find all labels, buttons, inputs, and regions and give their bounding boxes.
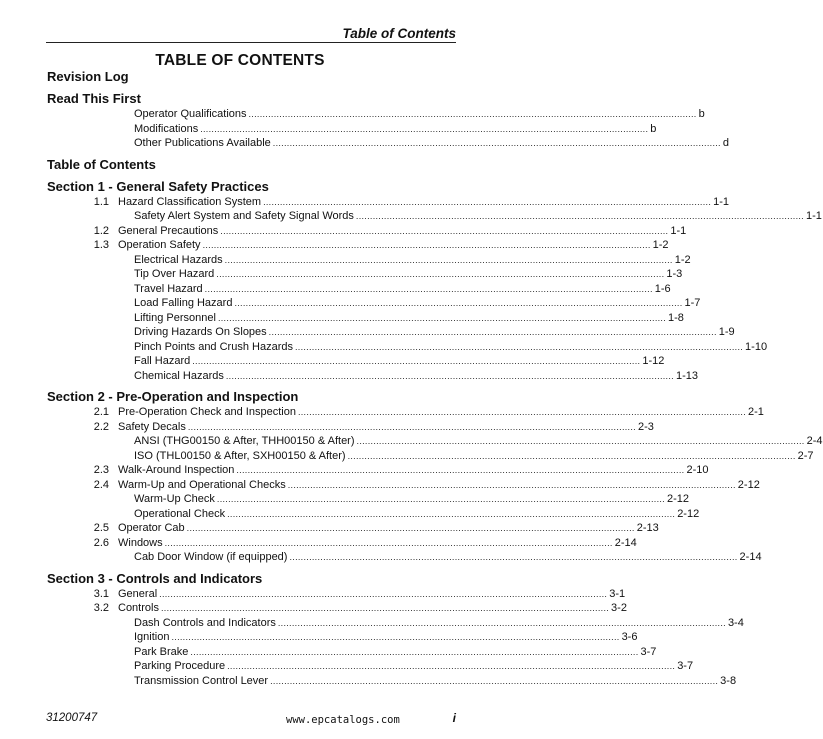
dot-leader: ................................................................................................................................................................: [217, 312, 667, 323]
entry-page: 1-2: [674, 253, 691, 266]
entry-title: ANSI (THG00150 & After, THH00150 & After): [134, 435, 355, 447]
dot-leader: ................................................................................................................................................................: [236, 465, 685, 475]
dot-leader: ................................................................................................................................................................: [248, 109, 697, 119]
entry-number: 2.2: [93, 420, 109, 433]
toc-entry[interactable]: [0, 601, 627, 616]
entry-page: 2-13: [636, 522, 659, 534]
dot-leader: ................................................................................................................................................................: [187, 421, 636, 432]
dot-leader: ................................................................................................................................................................: [160, 603, 610, 613]
entry-page: 1-13: [675, 369, 698, 382]
dot-leader: ................................................................................................................................................................: [202, 240, 651, 250]
entry-number: 1.1: [93, 195, 109, 208]
entry-page: 1-12: [642, 355, 665, 367]
running-header: Table of Contents: [342, 26, 456, 41]
entry-number: 2.1: [93, 406, 109, 418]
entry-page: 2-4: [806, 435, 823, 447]
dot-leader: ................................................................................................................................................................: [164, 537, 613, 548]
entry-page: 2-1: [748, 406, 764, 418]
toc-subentry[interactable]: [0, 645, 657, 660]
entry-page: 2-12: [666, 493, 689, 505]
toc-entry[interactable]: [0, 238, 669, 253]
entry-page: 3-8: [720, 674, 737, 687]
toc-entry[interactable]: [0, 224, 687, 239]
entry-page: 1-7: [684, 297, 701, 309]
entry-title: Controls: [118, 602, 159, 614]
entry-title: Chemical Hazards: [134, 369, 224, 382]
entry-title: Fall Hazard: [134, 355, 191, 367]
toc-subentry[interactable]: [0, 369, 698, 384]
entry-title: Operation Safety: [118, 239, 201, 251]
entry-title: Operator Cab: [118, 522, 185, 534]
entry-title: Pinch Points and Crush Hazards: [134, 340, 293, 353]
entry-title: Lifting Personnel: [134, 311, 216, 324]
entry-page: 3-2: [611, 602, 627, 614]
dot-leader: ................................................................................................................................................................: [287, 479, 736, 490]
toc-subentry[interactable]: [0, 492, 689, 507]
entry-number: 1.2: [93, 224, 109, 237]
dot-leader: ................................................................................................................................................................: [234, 298, 683, 308]
dot-leader: ................................................................................................................................................................: [216, 269, 665, 279]
entry-title: General Precautions: [118, 224, 219, 237]
entry-page: 2-14: [614, 536, 637, 549]
toc-subentry[interactable]: [0, 550, 762, 565]
toc-subentry[interactable]: [0, 282, 671, 297]
entry-page: 2-10: [686, 464, 709, 476]
toc-subentry[interactable]: [0, 296, 701, 311]
entry-title: Windows: [118, 536, 163, 549]
toc-subentry[interactable]: [0, 325, 735, 340]
entry-number: 1.3: [93, 239, 109, 251]
entry-title: Operator Qualifications: [134, 108, 247, 120]
toc-subentry[interactable]: [0, 209, 822, 224]
entry-title: Warm-Up and Operational Checks: [118, 478, 286, 491]
header-rule: [46, 42, 456, 43]
entry-title: Driving Hazards On Slopes: [134, 326, 267, 338]
toc-subentry[interactable]: [0, 354, 665, 369]
entry-title: Electrical Hazards: [134, 253, 223, 266]
entry-number: 3.2: [93, 602, 109, 614]
dot-leader: ................................................................................................................................................................: [356, 436, 805, 446]
section-heading[interactable]: Section 1 - General Safety Practices: [47, 178, 269, 194]
toc-subentry[interactable]: [0, 507, 700, 522]
entry-title: Safety Alert System and Safety Signal Words: [134, 210, 354, 222]
entry-page: 2-7: [797, 449, 814, 462]
entry-page: 3-7: [677, 660, 694, 672]
page-number: i: [452, 711, 456, 725]
entry-title: Park Brake: [134, 645, 189, 658]
entry-page: 1-9: [718, 326, 735, 338]
entry-page: 1-6: [654, 282, 671, 295]
toc-subentry[interactable]: [0, 311, 684, 326]
toc-entry[interactable]: [0, 195, 730, 210]
toc-subentry[interactable]: [0, 616, 744, 631]
dot-leader: ................................................................................................................................................................: [272, 138, 721, 148]
section-heading[interactable]: Section 2 - Pre-Operation and Inspection: [47, 389, 299, 404]
entry-number: 2.4: [93, 478, 109, 491]
entry-page: 2-12: [677, 507, 700, 520]
toc-entry[interactable]: [0, 463, 709, 478]
entry-page: 2-14: [739, 551, 762, 563]
entry-page: 3-1: [609, 587, 626, 600]
section-heading[interactable]: Section 3 - Controls and Indicators: [47, 570, 263, 586]
dot-leader: ................................................................................................................................................................: [270, 675, 719, 686]
dot-leader: ................................................................................................................................................................: [171, 632, 620, 642]
entry-title: Parking Procedure: [134, 660, 226, 672]
dot-leader: ................................................................................................................................................................: [347, 450, 796, 461]
entry-page: 1-3: [666, 268, 683, 280]
toc-entry[interactable]: [0, 420, 654, 435]
toc-entry[interactable]: [0, 405, 764, 420]
doc-number: 31200747: [46, 712, 98, 724]
toc-entry[interactable]: [0, 478, 760, 493]
entry-title: Safety Decals: [118, 420, 186, 433]
entry-page: 1-8: [668, 311, 684, 324]
dot-leader: ................................................................................................................................................................: [225, 370, 674, 381]
entry-page: 3-6: [621, 631, 638, 643]
dot-leader: ................................................................................................................................................................: [216, 494, 665, 504]
toc-subentry[interactable]: [0, 449, 814, 464]
entry-title: ISO (THL00150 & After, SXH00150 & After): [134, 449, 346, 462]
entry-page: 2-3: [637, 420, 654, 433]
entry-number: 3.1: [93, 587, 109, 600]
entry-number: 2.3: [93, 464, 109, 476]
entry-page: b: [698, 108, 705, 120]
entry-title: Operational Check: [134, 507, 226, 520]
entry-title: Pre-Operation Check and Inspection: [118, 406, 296, 418]
toc-subentry[interactable]: [0, 136, 729, 151]
watermark-url: www.epcatalogs.com: [286, 714, 400, 726]
toc-entry[interactable]: [0, 521, 659, 536]
dot-leader: ................................................................................................................................................................: [186, 523, 635, 533]
dot-leader: ................................................................................................................................................................: [204, 283, 653, 294]
entry-number: 2.5: [93, 522, 109, 534]
toc-subentry[interactable]: [0, 630, 638, 645]
dot-leader: ................................................................................................................................................................: [227, 508, 676, 519]
dot-leader: ................................................................................................................................................................: [192, 356, 641, 366]
entry-title: Load Falling Hazard: [134, 297, 233, 309]
toc-subentry[interactable]: [0, 267, 683, 282]
dot-leader: ................................................................................................................................................................: [263, 196, 712, 207]
dot-leader: ................................................................................................................................................................: [294, 341, 744, 352]
toc-entry[interactable]: [0, 587, 626, 602]
section-heading[interactable]: Read This First: [47, 91, 141, 106]
entry-page: 1-1: [670, 224, 687, 237]
dot-leader: ................................................................................................................................................................: [190, 646, 639, 657]
dot-leader: ................................................................................................................................................................: [224, 254, 673, 265]
entry-page: 1-1: [805, 210, 822, 222]
entry-title: Transmission Control Lever: [134, 674, 269, 687]
toc-subentry[interactable]: [0, 659, 694, 674]
entry-page: 3-4: [727, 616, 744, 629]
toc-entry[interactable]: [0, 536, 637, 551]
toc-list: [0, 69, 823, 688]
dot-leader: ................................................................................................................................................................: [289, 552, 738, 562]
entry-title: Walk-Around Inspection: [118, 464, 235, 476]
entry-title: Tip Over Hazard: [134, 268, 215, 280]
page-title: TABLE OF CONTENTS: [155, 52, 325, 69]
dot-leader: ................................................................................................................................................................: [297, 407, 747, 417]
entry-title: Dash Controls and Indicators: [134, 616, 276, 629]
dot-leader: ................................................................................................................................................................: [268, 327, 717, 337]
toc-subentry[interactable]: [0, 122, 657, 137]
toc-subentry[interactable]: [0, 434, 823, 449]
entry-title: Other Publications Available: [134, 137, 271, 149]
dot-leader: ................................................................................................................................................................: [200, 123, 649, 134]
entry-page: 1-10: [745, 340, 768, 353]
entry-title: Hazard Classification System: [118, 195, 262, 208]
entry-title: Travel Hazard: [134, 282, 203, 295]
entry-title: General: [118, 587, 158, 600]
toc-subentry[interactable]: [0, 340, 768, 355]
entry-title: Warm-Up Check: [134, 493, 215, 505]
toc-subentry[interactable]: [0, 107, 705, 122]
toc-subentry[interactable]: [0, 253, 691, 268]
entry-page: 3-7: [640, 645, 657, 658]
section-heading[interactable]: Table of Contents: [47, 156, 156, 172]
entry-page: 2-12: [737, 478, 760, 491]
section-heading[interactable]: Revision Log: [47, 69, 129, 84]
toc-subentry[interactable]: [0, 674, 737, 689]
entry-title: Ignition: [134, 631, 170, 643]
entry-title: Cab Door Window (if equipped): [134, 551, 288, 563]
entry-page: b: [650, 122, 657, 135]
entry-number: 2.6: [93, 536, 109, 549]
dot-leader: ................................................................................................................................................................: [277, 617, 726, 628]
entry-page: 1-1: [713, 195, 730, 208]
entry-page: 1-2: [652, 239, 669, 251]
entry-title: Modifications: [134, 122, 199, 135]
dot-leader: ................................................................................................................................................................: [159, 588, 608, 599]
dot-leader: ................................................................................................................................................................: [227, 661, 676, 671]
dot-leader: ................................................................................................................................................................: [220, 225, 669, 236]
dot-leader: ................................................................................................................................................................: [355, 211, 804, 221]
entry-page: d: [722, 137, 729, 149]
